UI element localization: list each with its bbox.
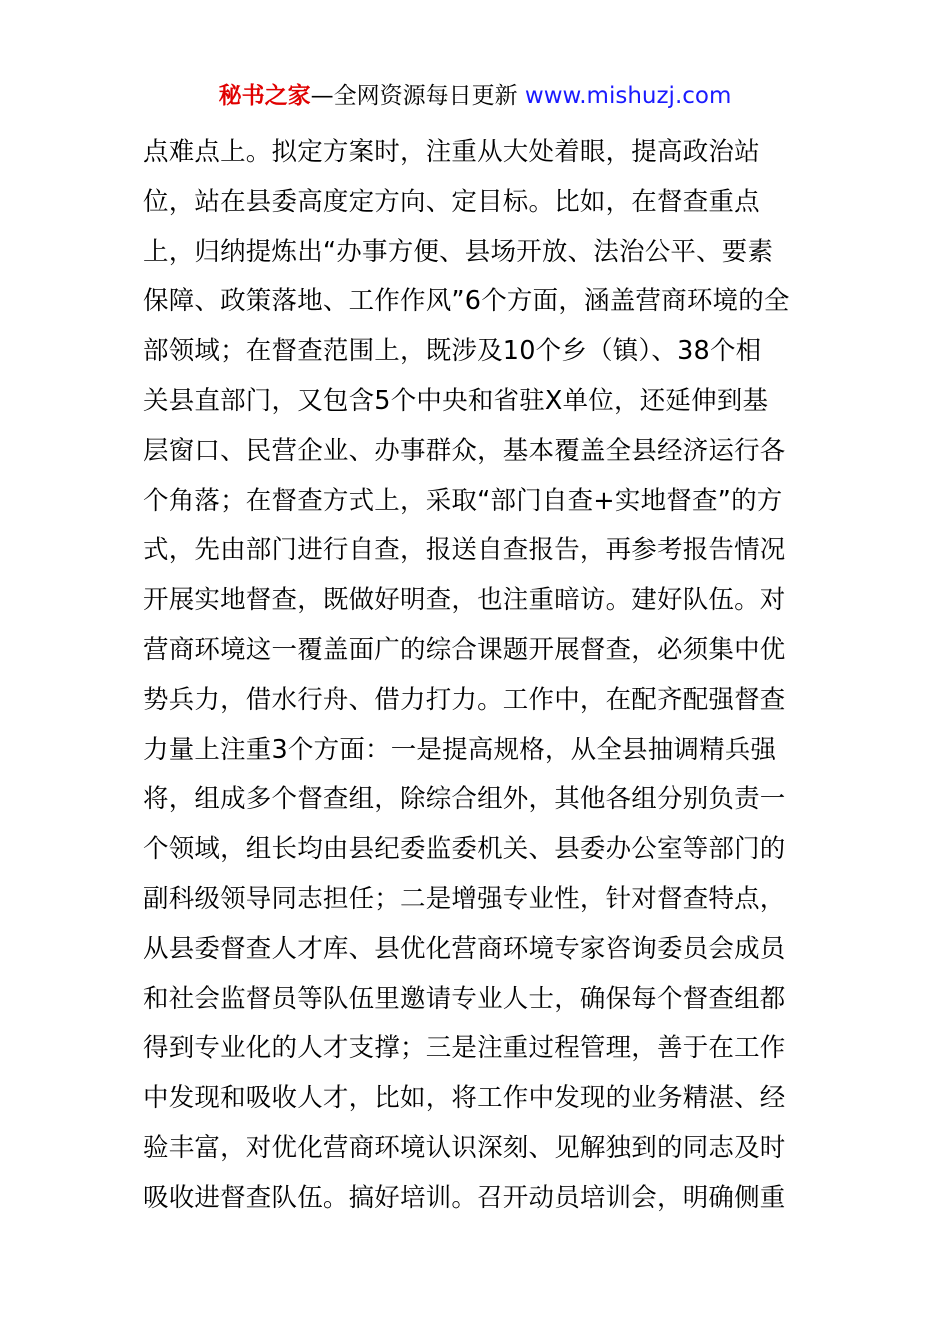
body-line: 式，先由部门进行自查，报送自查报告，再参考报告情况 <box>143 535 786 566</box>
body-line: 上，归纳提炼出“办事方便、县场开放、法治公平、要素 <box>143 236 774 267</box>
body-line: 个角落；在督查方式上，采取“部门自查+实地督查”的方 <box>143 485 783 516</box>
body-line: 验丰富，对优化营商环境认识深刻、见解独到的同志及时 <box>143 1132 786 1163</box>
body-line: 个领域，组长均由县纪委监委机关、县委办公室等部门的 <box>143 834 786 865</box>
body-line: 吸收进督查队伍。搞好培训。召开动员培训会，明确侧重 <box>143 1182 786 1213</box>
body-line: 中发现和吸收人才，比如，将工作中发现的业务精湛、经 <box>143 1083 786 1114</box>
body-line: 得到专业化的人才支撑；三是注重过程管理，善于在工作 <box>143 1033 786 1064</box>
body-line: 将，组成多个督查组，除综合组外，其他各组分别负责一 <box>143 784 786 815</box>
site-url-link[interactable]: www.mishuzj.com <box>524 83 732 109</box>
body-line: 开展实地督查，既做好明查，也注重暗访。建好队伍。对 <box>143 585 786 616</box>
document-body <box>143 128 813 1224</box>
site-brand: 秘书之家 <box>218 83 311 109</box>
body-line: 层窗口、民营企业、办事群众，基本覆盖全县经济运行各 <box>143 435 786 466</box>
body-line: 位，站在县委高度定方向、定目标。比如，在督查重点 <box>143 186 760 217</box>
site-tagline: —全网资源每日更新 <box>310 83 518 109</box>
body-line: 保障、政策落地、工作作风”6个方面，涵盖营商环境的全 <box>143 286 790 317</box>
body-line: 和社会监督员等队伍里邀请专业人士，确保每个督查组都 <box>143 983 786 1014</box>
body-line: 势兵力，借水行舟、借力打力。工作中，在配齐配强督查 <box>143 684 786 715</box>
site-header <box>0 80 950 112</box>
body-line: 部领域；在督查范围上，既涉及10个乡（镇）、38个相 <box>143 336 762 367</box>
body-line: 营商环境这一覆盖面广的综合课题开展督查，必须集中优 <box>143 634 786 665</box>
body-line: 关县直部门，又包含5个中央和省驻X单位，还延伸到基 <box>143 385 769 416</box>
body-line: 力量上注重3个方面：一是提高规格，从全县抽调精兵强 <box>143 734 777 765</box>
body-line: 从县委督查人才库、县优化营商环境专家咨询委员会成员 <box>143 933 786 964</box>
body-line: 副科级领导同志担任；二是增强专业性，针对督查特点， <box>143 883 786 914</box>
body-line: 点难点上。拟定方案时，注重从大处着眼，提高政治站 <box>143 137 760 167</box>
